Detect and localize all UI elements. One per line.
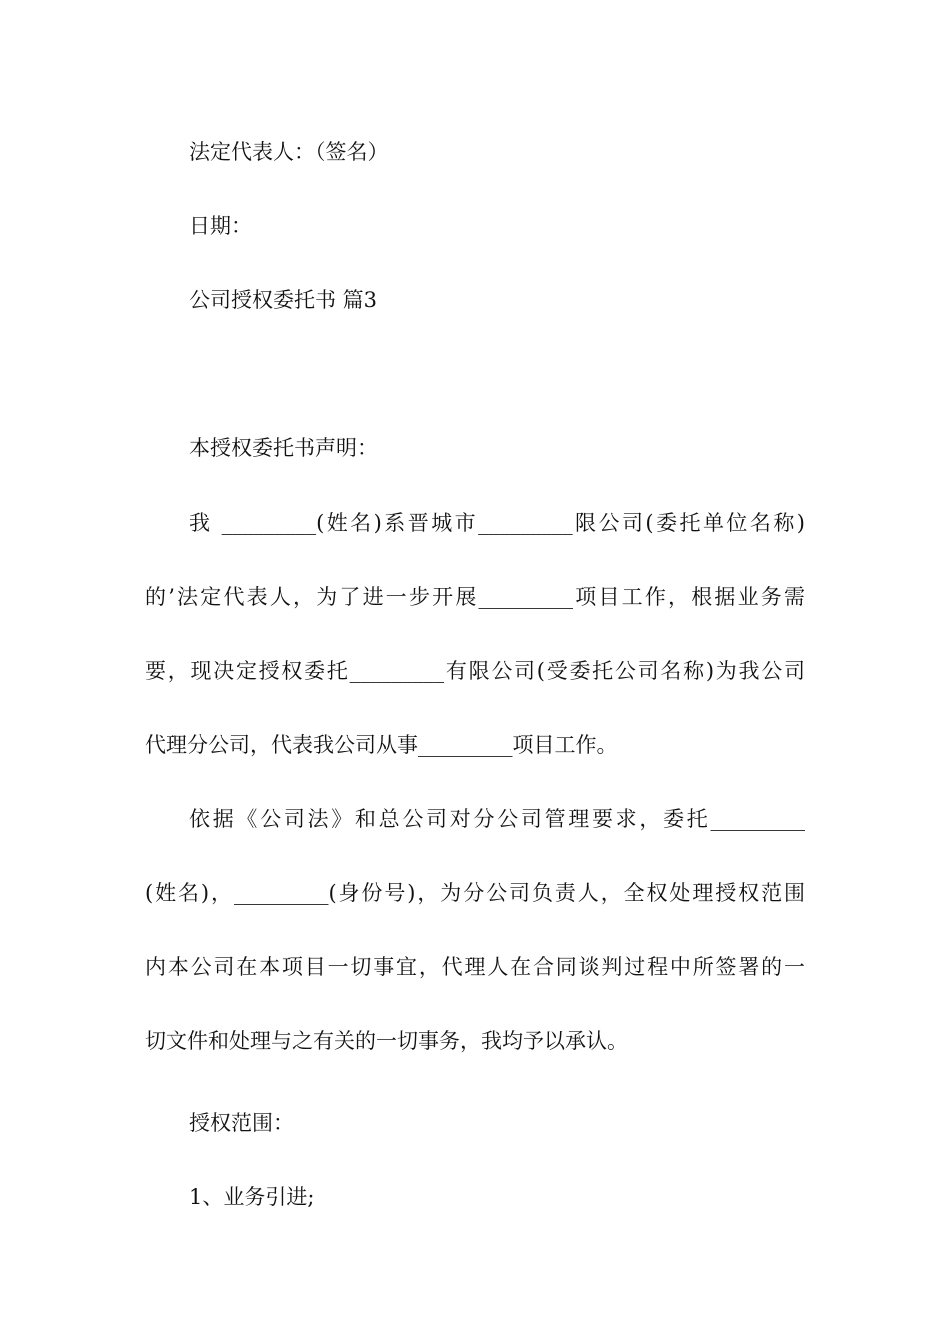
paragraph-1-line-3: 要，现决定授权委托_________有限公司(受委托公司名称)为我公司 (145, 659, 805, 683)
paragraph-2-line-4: 切文件和处理与之有关的一切事务，我均予以承认。 (145, 1029, 628, 1053)
paragraph-2-line-2: (姓名)，_________(身份号)，为分公司负责人，全权处理授权范围 (145, 881, 805, 905)
paragraph-1-line-4: 代理分公司，代表我公司从事_________项目工作。 (145, 733, 618, 757)
paragraph-1-line-1: 我 _________(姓名)系晋城市_________限公司(委托单位名称) (189, 511, 805, 535)
paragraph-1-line-2: 的’法定代表人，为了进一步开展_________项目工作，根据业务需 (145, 585, 805, 609)
signature-line: 法定代表人：（签名） (189, 140, 389, 164)
section-heading: 公司授权委托书 篇3 (189, 288, 378, 312)
date-line: 日期： (189, 214, 252, 238)
scope-heading: 授权范围： (189, 1111, 294, 1135)
paragraph-2-line-3: 内本公司在本项目一切事宜，代理人在合同谈判过程中所签署的一 (145, 955, 805, 979)
paragraph-2-line-1: 依据《公司法》和总公司对分公司管理要求，委托_________ (189, 807, 805, 831)
declaration-heading: 本授权委托书声明： (189, 436, 378, 460)
scope-item-1: 1、业务引进; (189, 1185, 315, 1209)
